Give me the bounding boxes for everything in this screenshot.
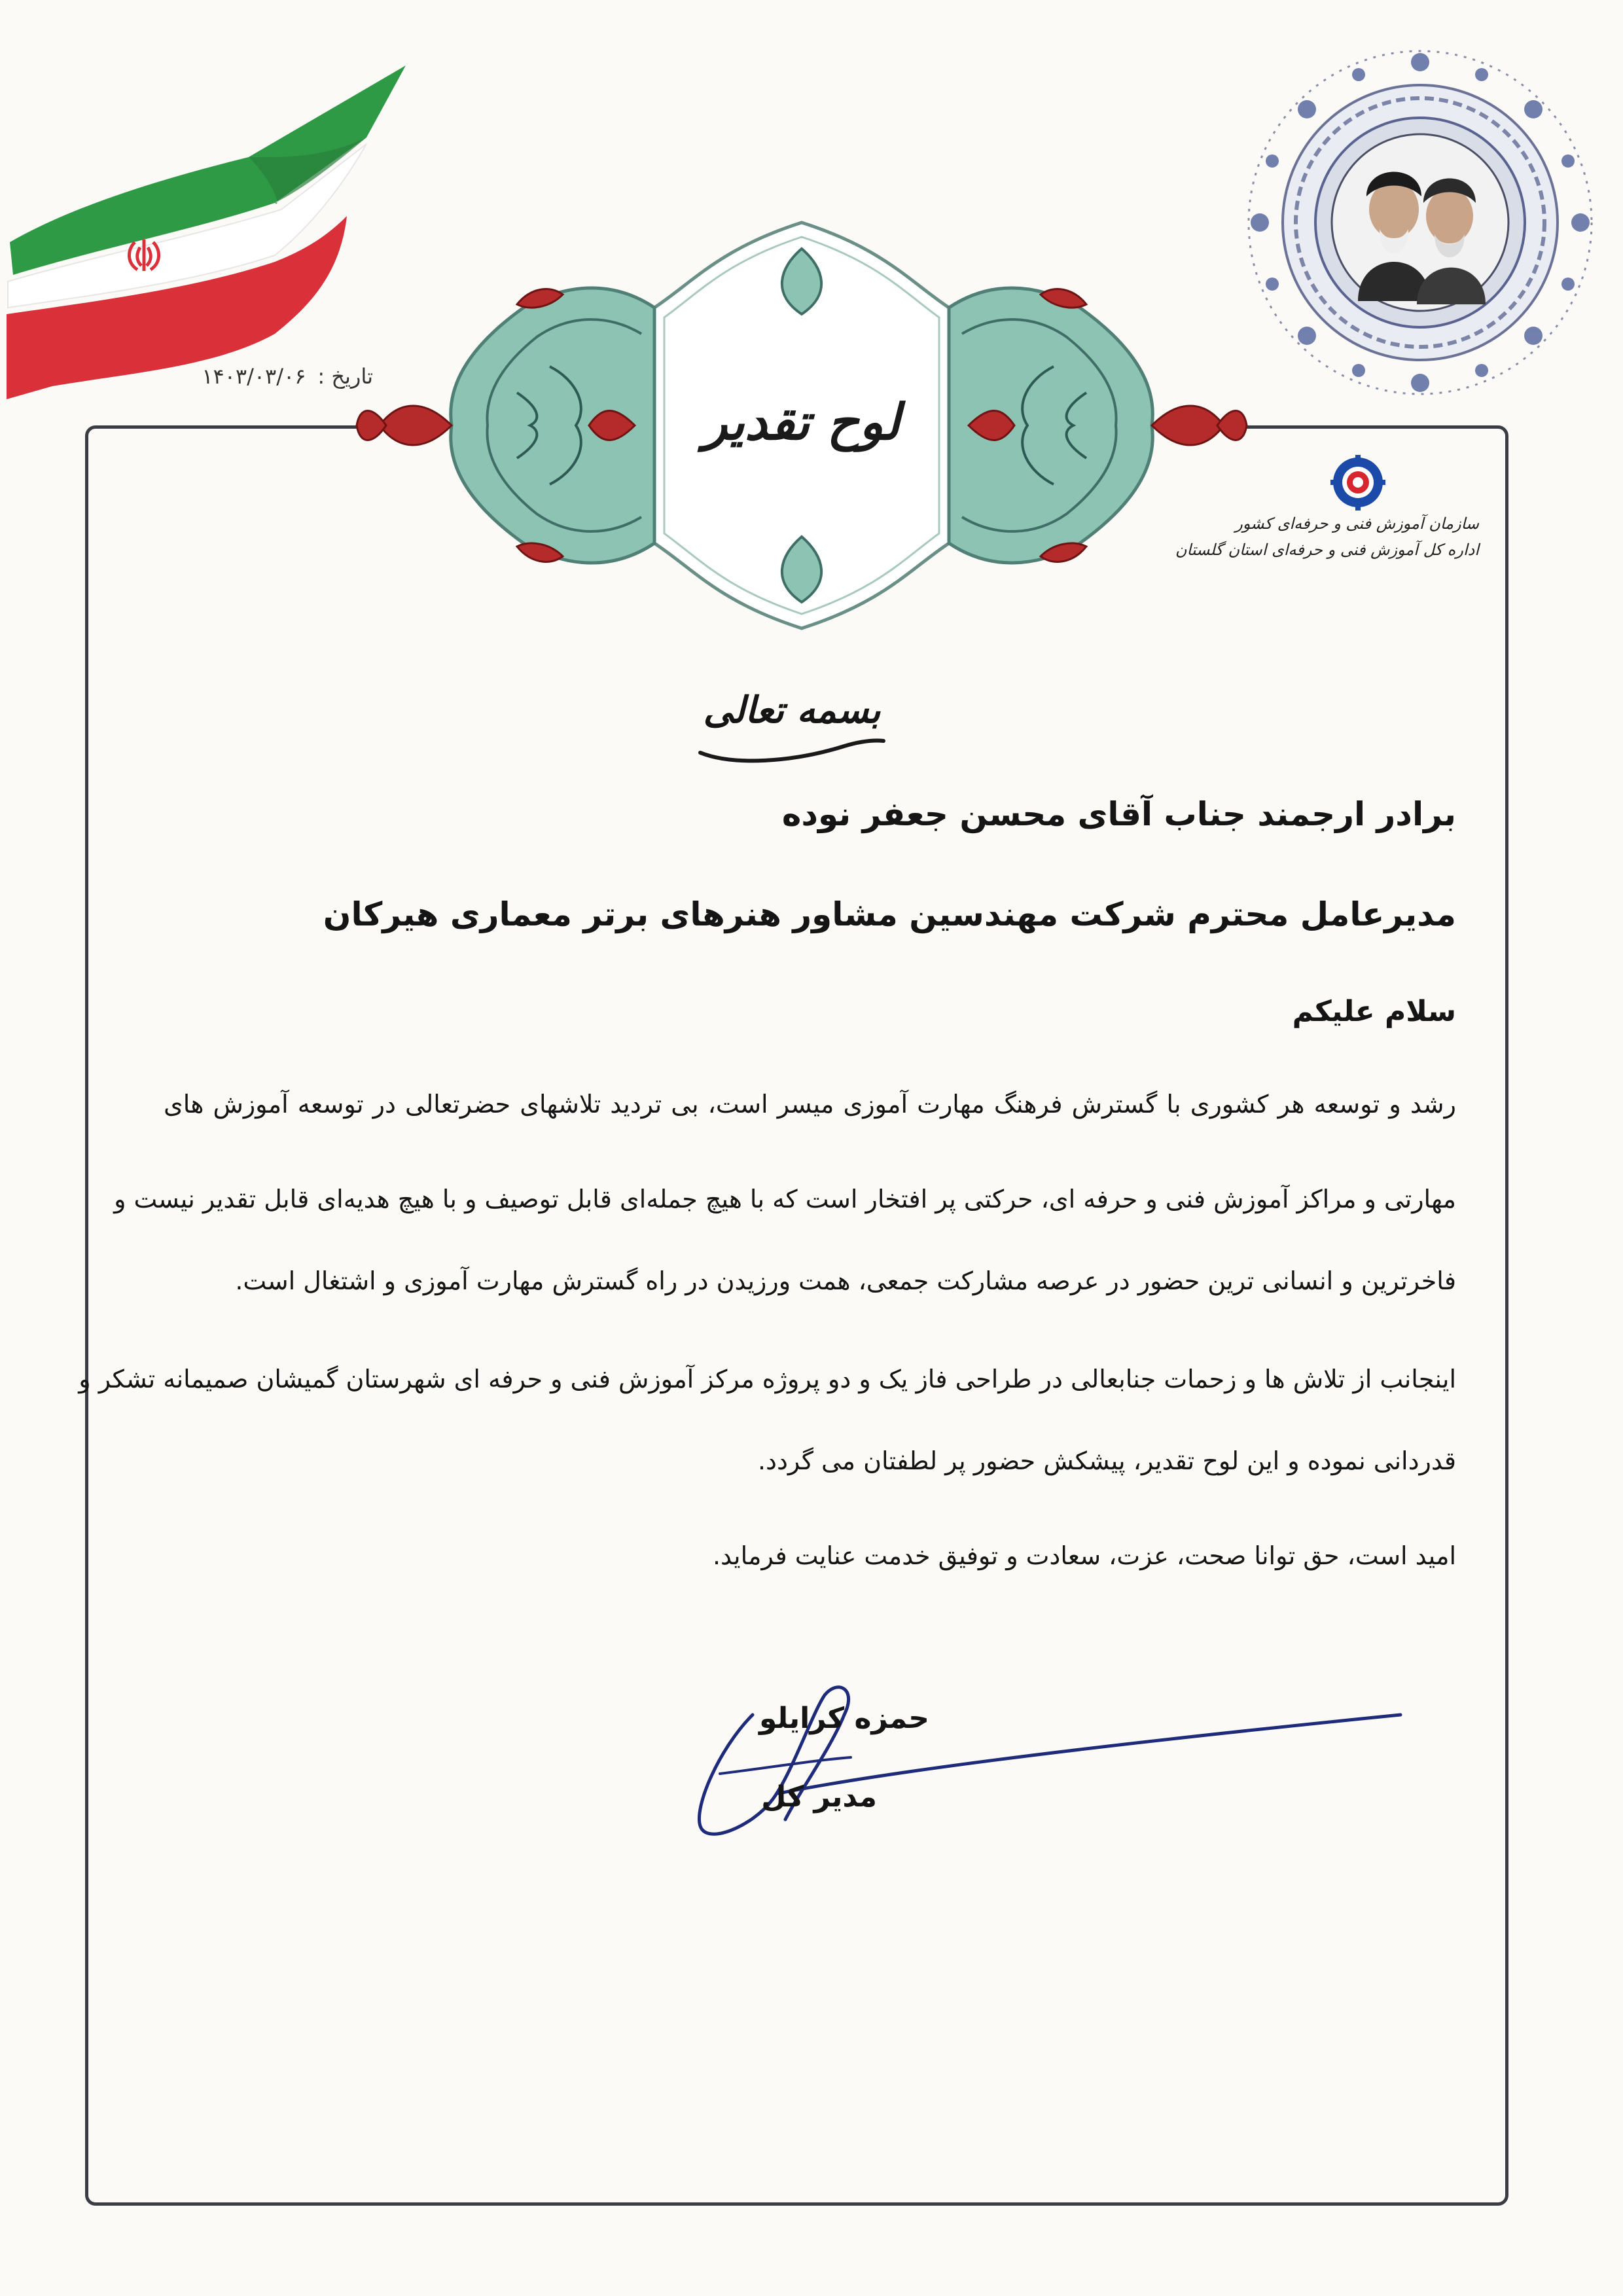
body-paragraph-1-line-3: فاخرترین و انسانی ترین حضور در عرصه مشارکت جمعی، همت ورزیدن در راه گسترش مهارت آموزی و اشتغال است. [235, 1266, 1456, 1295]
body-paragraph-2-line-1: اینجانب از تلاش ها و زحمات جنابعالی در طراحی فاز یک و دو پروژه مرکز آموزش فنی و حرفه ای شهرستان گمیشان صمیمانه تشکر و [79, 1365, 1456, 1393]
certificate-title: لوح تقدیر [703, 393, 901, 451]
body-paragraph-3: امید است، حق توانا صحت، عزت، سعادت و توفیق خدمت عنایت فرماید. [712, 1541, 1456, 1570]
recipient-line-1: برادر ارجمند جناب آقای محسن جعفر نوده [781, 795, 1456, 833]
basmala-swash-icon [694, 720, 890, 766]
body-paragraph-2-line-2: قدردانی نموده و این لوح تقدیر، پیشکش حضور پر لطفتان می گردد. [757, 1446, 1456, 1475]
signatory-name: حمزه کرایلو [759, 1702, 929, 1735]
body-paragraph-1-line-2: مهارتی و مراکز آموزش فنی و حرفه ای، حرکتی پر افتخار است که با هیچ جمله‌ای قابل توصیف و با هیچ هدیه‌ای قابل تقدیر نیست و [114, 1185, 1456, 1213]
rosette-portrait-emblem [1243, 46, 1597, 399]
signatory-title: مدیر کل [761, 1780, 877, 1814]
basmala: بسمه تعالی [703, 689, 881, 732]
organization-line-1: سازمان آموزش فنی و حرفه‌ای کشور [1235, 514, 1479, 533]
body-paragraph-1-line-1: رشد و توسعه هر کشوری با گسترش فرهنگ مهارت آموزی میسر است، بی تردید تلاشهای حضرتعالی در توسعه آموزش های [164, 1090, 1456, 1119]
date-row [164, 357, 373, 396]
greeting: سلام علیکم [1292, 995, 1456, 1028]
organization-logo-icon [1322, 455, 1394, 511]
recipient-line-2: مدیرعامل محترم شرکت مهندسین مشاور هنرهای برتر معماری هیرکان [323, 895, 1456, 933]
organization-name [1175, 511, 1479, 589]
date-value: ۱۴۰۳/۰۳/۰۶ [202, 364, 306, 389]
organization-line-2: اداره کل آموزش فنی و حرفه‌ای استان گلستان [1175, 541, 1479, 559]
date-label: تاریخ : [317, 364, 373, 389]
